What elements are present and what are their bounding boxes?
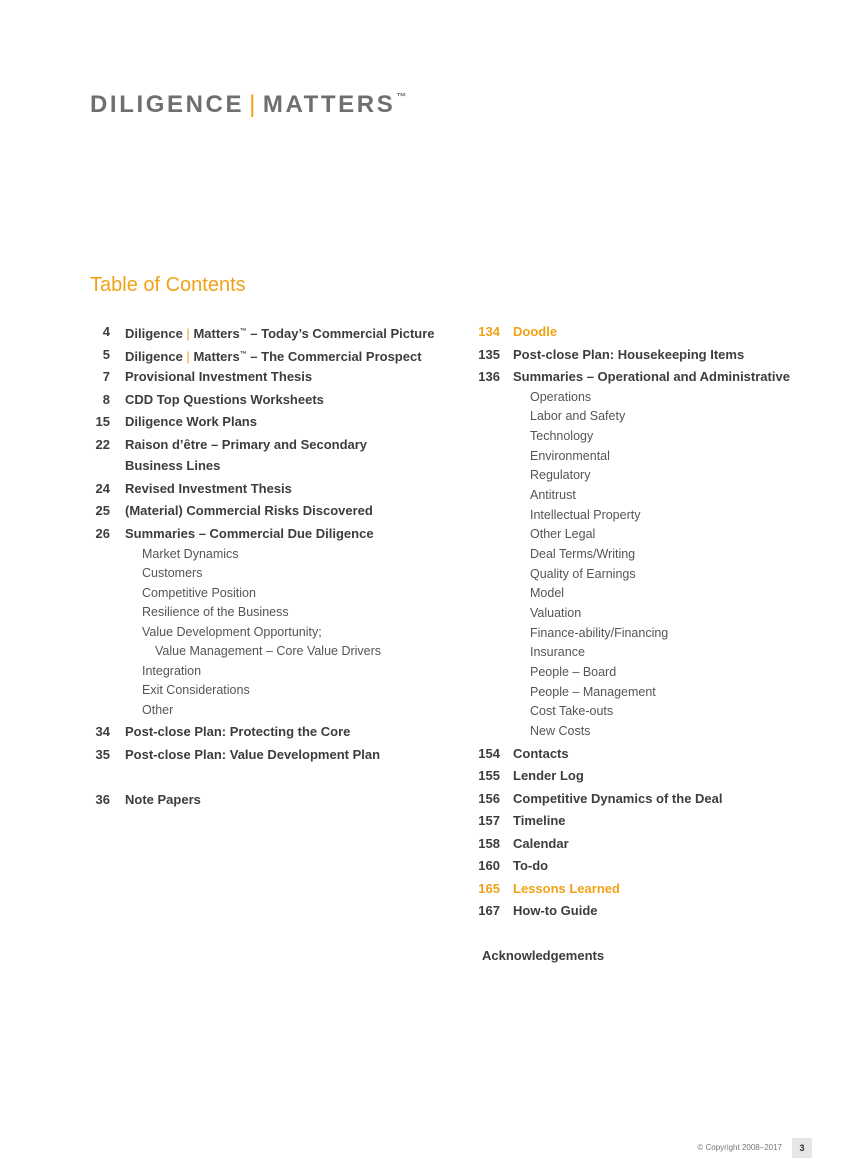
toc-entry-label: Diligence Work Plans xyxy=(125,414,257,429)
toc-page-number: 135 xyxy=(478,347,500,362)
toc-entry-label: Summaries – Commercial Due Diligence xyxy=(125,526,374,541)
toc-entry-label: Diligence | Matters™ – Today’s Commercial Picture xyxy=(125,326,435,341)
toc-subentry[interactable]: Valuation xyxy=(530,606,582,620)
toc-subentry[interactable]: Value Development Opportunity; xyxy=(142,625,322,639)
toc-page-number: 158 xyxy=(478,836,500,851)
toc-page-number: 22 xyxy=(95,437,110,452)
toc-subentry[interactable]: People – Board xyxy=(530,665,617,679)
brand-right: MATTERS xyxy=(262,91,396,118)
page-number-badge: 3 xyxy=(792,1138,812,1158)
toc-page-number: 25 xyxy=(95,503,110,518)
toc-page-number: 15 xyxy=(95,414,110,429)
toc-subentry[interactable]: People – Management xyxy=(530,685,656,699)
toc-subentry[interactable]: Resilience of the Business xyxy=(142,605,289,619)
toc-page-number: 134 xyxy=(478,324,500,339)
toc-subentry[interactable]: Intellectual Property xyxy=(530,508,641,522)
brand-wordmark xyxy=(90,91,406,119)
toc-entry-label: Provisional Investment Thesis xyxy=(125,369,313,384)
toc-page-number: 4 xyxy=(102,324,110,339)
toc-entry-label: Revised Investment Thesis xyxy=(125,481,292,496)
toc-entry-label: Summaries – Operational and Administrative xyxy=(513,369,790,384)
toc-entry-label-line2: Business Lines xyxy=(125,458,221,473)
toc-subentry[interactable]: Value Management – Core Value Drivers xyxy=(155,644,382,658)
toc-subentry[interactable]: Integration xyxy=(142,664,202,678)
toc-subentry[interactable]: Finance-ability/Financing xyxy=(530,626,669,640)
toc-page-number: 167 xyxy=(478,903,500,918)
brand-separator: | xyxy=(249,91,258,118)
toc-subentry[interactable]: Operations xyxy=(530,390,592,404)
toc-page-number: 155 xyxy=(478,768,500,783)
toc-subentry[interactable]: Quality of Earnings xyxy=(530,567,636,581)
toc-page-number: 156 xyxy=(478,791,500,806)
toc-subentry[interactable]: Cost Take-outs xyxy=(530,704,614,718)
toc-entry-label: Raison d’être – Primary and Secondary xyxy=(125,437,368,452)
toc-page-number: 5 xyxy=(102,347,110,362)
toc-subentry[interactable]: Model xyxy=(530,586,565,600)
toc-page-number: 26 xyxy=(95,526,110,541)
toc-page-number: 165 xyxy=(478,881,500,896)
toc-subentry[interactable]: Exit Considerations xyxy=(142,683,250,697)
toc-subentry[interactable]: Customers xyxy=(142,566,203,580)
toc-entry-label: Competitive Dynamics of the Deal xyxy=(513,791,723,806)
toc-subentry[interactable]: Market Dynamics xyxy=(142,547,239,561)
toc-subentry[interactable]: Insurance xyxy=(530,645,585,659)
toc-subentry[interactable]: Regulatory xyxy=(530,468,591,482)
toc-entry-label: Doodle xyxy=(513,324,558,339)
brand-left: DILIGENCE xyxy=(90,91,245,118)
toc-page-number: 7 xyxy=(102,369,110,384)
toc-page-number: 157 xyxy=(478,813,500,828)
toc-subentry[interactable]: Labor and Safety xyxy=(530,409,626,423)
toc-page-number: 8 xyxy=(102,392,110,407)
toc-entry-label: Lessons Learned xyxy=(513,881,620,896)
toc-subentry[interactable]: New Costs xyxy=(530,724,591,738)
toc-entry-label: Post-close Plan: Protecting the Core xyxy=(125,724,351,739)
toc-page-number: 35 xyxy=(95,747,110,762)
toc-entry-label: Diligence | Matters™ – The Commercial Prospect xyxy=(125,349,422,364)
toc-entry-label: Contacts xyxy=(513,746,569,761)
toc-entry-label: CDD Top Questions Worksheets xyxy=(125,392,324,407)
toc-entry-label: Lender Log xyxy=(513,768,584,783)
toc-subentry[interactable]: Other xyxy=(142,703,174,717)
toc-entry-label: Post-close Plan: Housekeeping Items xyxy=(513,347,745,362)
toc-page-number: 154 xyxy=(478,746,500,761)
toc-entry-label: Note Papers xyxy=(125,792,201,807)
toc-entry-label: (Material) Commercial Risks Discovered xyxy=(125,503,373,518)
copyright-notice: © Copyright 2008–2017 xyxy=(697,1143,782,1152)
toc-page-number: 24 xyxy=(95,481,110,496)
toc-title: Table of Contents xyxy=(90,274,246,296)
toc-subentry[interactable]: Competitive Position xyxy=(142,586,256,600)
toc-subentry[interactable]: Deal Terms/Writing xyxy=(530,547,636,561)
toc-page-number: 160 xyxy=(478,858,500,873)
toc-subentry[interactable]: Antitrust xyxy=(530,488,576,502)
brand-trademark: ™ xyxy=(396,92,407,103)
toc-entry-label: How-to Guide xyxy=(513,903,598,918)
toc-entry-label: Post-close Plan: Value Development Plan xyxy=(125,747,381,762)
toc-subentry[interactable]: Environmental xyxy=(530,449,610,463)
toc-page-number: 36 xyxy=(95,792,110,807)
toc-entry-label: Calendar xyxy=(513,836,569,851)
toc-subentry[interactable]: Other Legal xyxy=(530,527,596,541)
toc-subentry[interactable]: Technology xyxy=(530,429,594,443)
toc-page-number: 136 xyxy=(478,369,500,384)
toc-entry-label: To-do xyxy=(513,858,549,873)
toc-acknowledgements[interactable]: Acknowledgements xyxy=(482,948,605,963)
toc-page-number: 34 xyxy=(95,724,110,739)
toc-entry-label: Timeline xyxy=(513,813,566,828)
